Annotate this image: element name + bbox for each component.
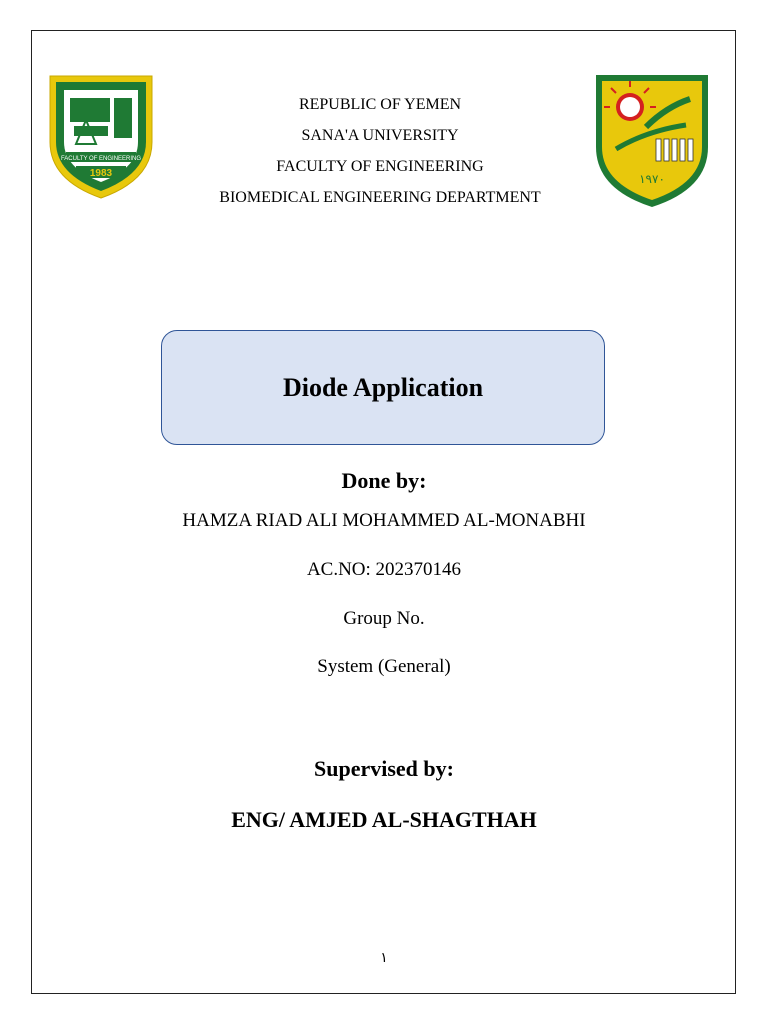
header-university: SANA'A UNIVERSITY bbox=[301, 127, 459, 144]
title-box bbox=[161, 330, 605, 445]
header-department: BIOMEDICAL ENGINEERING DEPARTMENT bbox=[219, 189, 541, 206]
system-type: System (General) bbox=[317, 656, 451, 677]
page-number: ١ bbox=[380, 951, 388, 966]
student-name: HAMZA RIAD ALI MOHAMMED AL-MONABHI bbox=[182, 510, 586, 531]
header-faculty: FACULTY OF ENGINEERING bbox=[276, 158, 484, 175]
header-republic: REPUBLIC OF YEMEN bbox=[298, 96, 462, 113]
group-number: Group No. bbox=[343, 608, 425, 629]
document-title: Diode Application bbox=[282, 372, 484, 402]
supervisor-name: ENG/ AMJED AL-SHAGTHAH bbox=[231, 807, 537, 832]
supervised-by-heading: Supervised by: bbox=[314, 756, 454, 781]
left-logo-text: FACULTY OF ENGINEERING bbox=[60, 156, 142, 162]
right-logo-year: ١٩٧٠ bbox=[639, 172, 665, 186]
left-logo-year: 1983 bbox=[89, 168, 113, 179]
done-by-heading: Done by: bbox=[341, 468, 427, 493]
academic-number: AC.NO: 202370146 bbox=[306, 559, 462, 580]
